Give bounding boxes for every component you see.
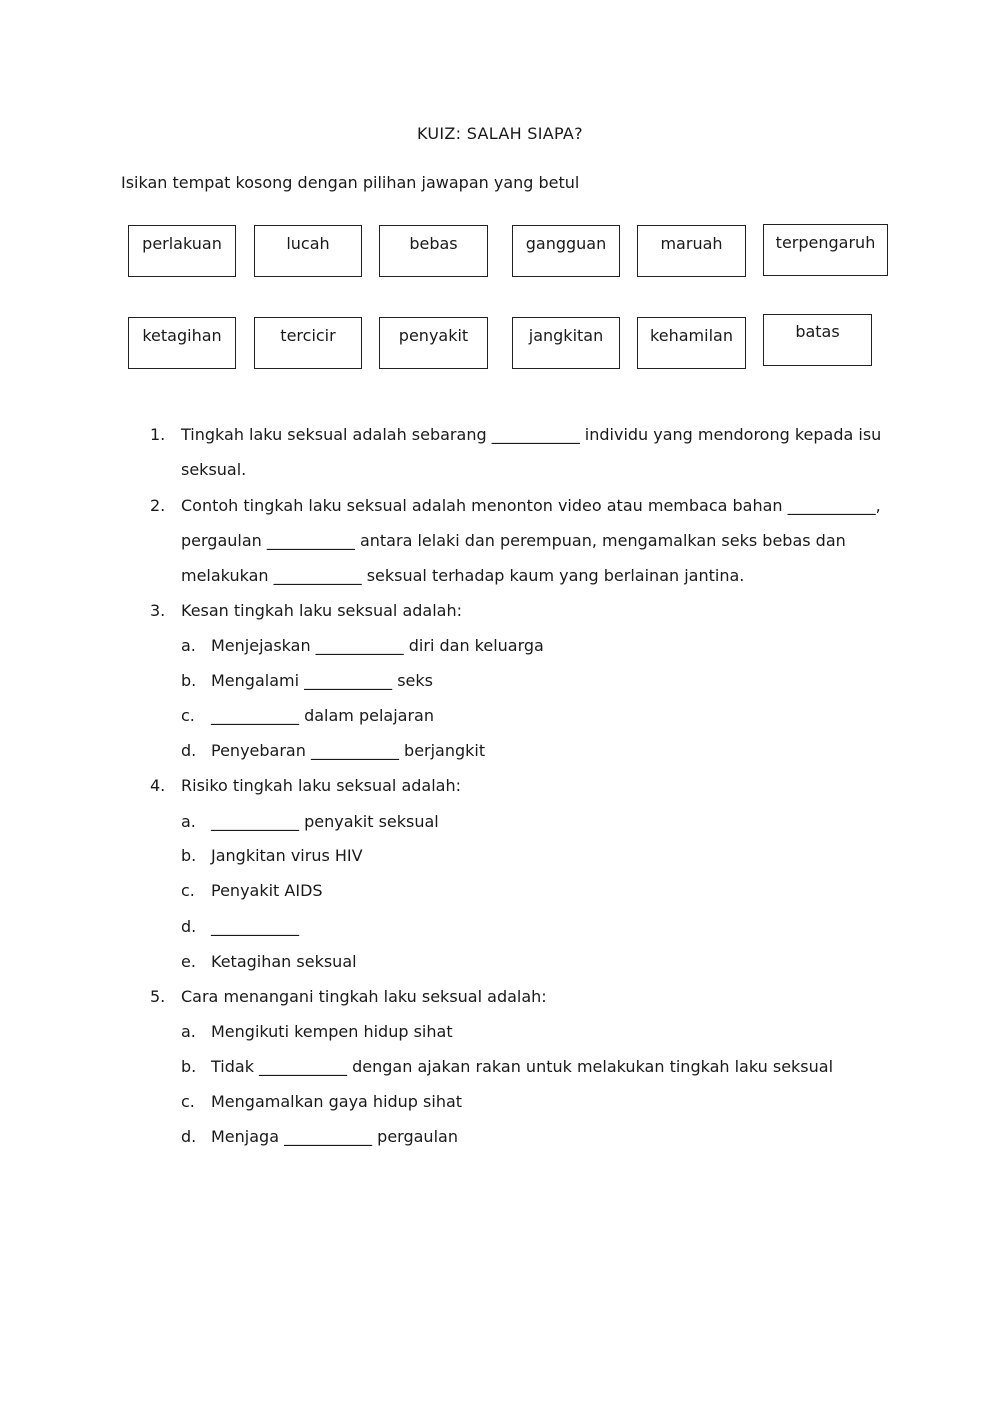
question-text: Risiko tingkah laku seksual adalah: (181, 776, 461, 795)
sub-item-text: Penyakit AIDS (211, 881, 323, 900)
sub-item-text[interactable]: ___________ dalam pelajaran (211, 706, 434, 725)
word-box[interactable]: bebas (379, 225, 488, 277)
sub-item-label: a. (181, 636, 196, 655)
sub-item-label: b. (181, 1057, 197, 1076)
question-number: 4. (150, 776, 166, 795)
question-number: 5. (150, 987, 166, 1006)
sub-item-text[interactable]: ___________ penyakit seksual (211, 812, 439, 831)
question-text[interactable]: melakukan ___________ seksual terhadap kaum yang berlainan jantina. (181, 566, 745, 585)
sub-item-label: b. (181, 671, 197, 690)
sub-item-text: Mengamalkan gaya hidup sihat (211, 1092, 463, 1111)
question-text[interactable]: Contoh tingkah laku seksual adalah menonton video atau membaca bahan ___________, (181, 496, 881, 515)
question-text[interactable]: pergaulan ___________ antara lelaki dan perempuan, mengamalkan seks bebas dan (181, 531, 846, 550)
question-text: seksual. (181, 460, 247, 479)
question-text: Cara menangani tingkah laku seksual adalah: (181, 987, 547, 1006)
word-box[interactable]: lucah (254, 225, 362, 277)
sub-item-label: d. (181, 1127, 197, 1146)
word-box[interactable]: gangguan (512, 225, 620, 277)
instruction: Isikan tempat kosong dengan pilihan jawapan yang betul (121, 173, 580, 192)
sub-item-text[interactable]: Mengalami ___________ seks (211, 671, 433, 690)
question-text: Kesan tingkah laku seksual adalah: (181, 601, 462, 620)
word-box[interactable]: batas (763, 314, 872, 366)
sub-item-text[interactable]: ___________ (211, 917, 299, 936)
question-number: 2. (150, 496, 166, 515)
sub-item-text[interactable]: Penyebaran ___________ berjangkit (211, 741, 486, 760)
word-box[interactable]: maruah (637, 225, 746, 277)
sub-item-label: c. (181, 881, 195, 900)
sub-item-text[interactable]: Menjaga ___________ pergaulan (211, 1127, 458, 1146)
sub-item-label: a. (181, 1022, 196, 1041)
word-box[interactable]: penyakit (379, 317, 488, 369)
sub-item-label: c. (181, 1092, 195, 1111)
sub-item-label: d. (181, 741, 197, 760)
page-title: KUIZ: SALAH SIAPA? (417, 124, 583, 143)
question-number: 1. (150, 425, 166, 444)
sub-item-label: d. (181, 917, 197, 936)
word-box[interactable]: perlakuan (128, 225, 236, 277)
word-box[interactable]: ketagihan (128, 317, 236, 369)
sub-item-text: Jangkitan virus HIV (211, 846, 363, 865)
word-box[interactable]: terpengaruh (763, 224, 888, 276)
question-text[interactable]: Tingkah laku seksual adalah sebarang ___________ individu yang mendorong kepada isu (181, 425, 882, 444)
sub-item-text: Mengikuti kempen hidup sihat (211, 1022, 453, 1041)
word-box[interactable]: jangkitan (512, 317, 620, 369)
sub-item-text: Ketagihan seksual (211, 952, 357, 971)
sub-item-label: e. (181, 952, 196, 971)
sub-item-text[interactable]: Tidak ___________ dengan ajakan rakan untuk melakukan tingkah laku seksual (211, 1057, 834, 1076)
question-number: 3. (150, 601, 166, 620)
word-box[interactable]: kehamilan (637, 317, 746, 369)
sub-item-label: a. (181, 812, 196, 831)
sub-item-text[interactable]: Menjejaskan ___________ diri dan keluarga (211, 636, 544, 655)
sub-item-label: b. (181, 846, 197, 865)
sub-item-label: c. (181, 706, 195, 725)
word-box[interactable]: tercicir (254, 317, 362, 369)
